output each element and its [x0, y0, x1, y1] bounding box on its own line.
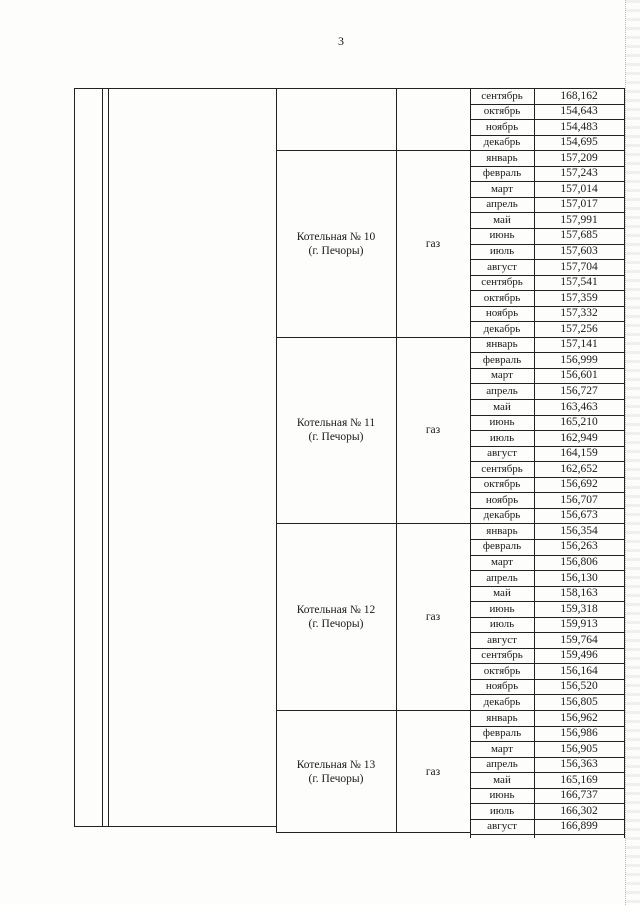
- month-value: 156,354: [560, 524, 598, 537]
- month-value: 162,949: [560, 431, 598, 444]
- month-value: 156,601: [560, 369, 598, 382]
- month-value: 166,737: [560, 789, 598, 802]
- month-value: 154,695: [560, 136, 598, 149]
- month-value: 156,905: [560, 742, 598, 755]
- boiler-city: (г. Печоры): [308, 773, 364, 786]
- month-label: февраль: [482, 540, 522, 553]
- month-label: август: [487, 633, 517, 646]
- month-label: июнь: [489, 229, 515, 242]
- table-border-bottom: [74, 826, 276, 827]
- month-value: 157,685: [560, 229, 598, 242]
- month-label: март: [491, 182, 513, 195]
- month-label: май: [493, 213, 511, 226]
- month-value: 157,991: [560, 213, 598, 226]
- month-label: август: [487, 820, 517, 833]
- month-label: январь: [486, 151, 518, 164]
- month-label: февраль: [482, 727, 522, 740]
- month-label: июнь: [489, 416, 515, 429]
- month-value: 157,017: [560, 198, 598, 211]
- month-value: 154,483: [560, 120, 598, 133]
- month-value: 156,363: [560, 758, 598, 771]
- month-value: 156,962: [560, 711, 598, 724]
- month-value: 157,141: [560, 338, 598, 351]
- page-number: 3: [338, 34, 344, 48]
- month-label: февраль: [482, 167, 522, 180]
- boiler-name: Котельная № 10: [296, 230, 376, 243]
- month-label: апрель: [486, 384, 518, 397]
- month-label: январь: [486, 524, 518, 537]
- month-value: 156,673: [560, 509, 598, 522]
- month-label: ноябрь: [485, 680, 519, 693]
- month-value: 156,727: [560, 384, 598, 397]
- month-label: сентябрь: [481, 462, 523, 475]
- month-value: 156,263: [560, 540, 598, 553]
- month-value: 156,520: [560, 680, 598, 693]
- month-value: 156,707: [560, 493, 598, 506]
- month-label: декабрь: [483, 695, 521, 708]
- month-label: июль: [489, 245, 515, 257]
- month-label: май: [493, 400, 511, 413]
- month-label: июль: [489, 618, 515, 631]
- month-value: 157,256: [560, 322, 598, 335]
- month-value: 159,764: [560, 633, 598, 646]
- fuel-type: газ: [425, 237, 441, 250]
- month-label: июль: [489, 431, 515, 444]
- table-inner-line: [102, 88, 103, 826]
- month-label: апрель: [486, 198, 518, 211]
- table-col-divider: [276, 88, 277, 832]
- month-value: 156,130: [560, 571, 598, 584]
- group-divider: [276, 832, 470, 833]
- month-label: июнь: [489, 789, 515, 802]
- fuel-type: газ: [425, 424, 441, 437]
- month-label: май: [493, 587, 511, 600]
- month-value: 157,704: [560, 260, 598, 273]
- month-value: 168,162: [560, 89, 598, 102]
- month-value: 156,805: [560, 695, 598, 708]
- month-value: 154,643: [560, 105, 598, 118]
- month-value: 166,302: [560, 804, 598, 817]
- month-value: 159,913: [560, 618, 598, 631]
- boiler-city: (г. Печоры): [308, 617, 364, 630]
- month-label: октябрь: [483, 105, 521, 118]
- boiler-name: Котельная № 11: [296, 417, 376, 430]
- table-border-left: [74, 88, 75, 826]
- month-value: 159,496: [560, 649, 598, 662]
- month-value: 157,603: [560, 245, 598, 257]
- month-value: 157,209: [560, 151, 598, 164]
- month-value: 165,210: [560, 416, 598, 429]
- month-label: май: [493, 773, 511, 786]
- month-value: 156,999: [560, 353, 598, 366]
- table-col-divider: [108, 88, 109, 826]
- month-value: 157,541: [560, 276, 598, 289]
- month-value: 159,318: [560, 602, 598, 615]
- month-label: январь: [486, 711, 518, 724]
- month-label: декабрь: [483, 322, 521, 335]
- month-label: январь: [486, 338, 518, 351]
- month-value: 166,899: [560, 820, 598, 833]
- month-value: 156,986: [560, 727, 598, 740]
- month-label: сентябрь: [481, 276, 523, 289]
- month-label: февраль: [482, 353, 522, 366]
- month-label: октябрь: [483, 291, 521, 304]
- boiler-city: (г. Печоры): [308, 244, 364, 257]
- month-label: март: [491, 742, 513, 755]
- month-label: сентябрь: [481, 649, 523, 662]
- month-value: 165,169: [560, 773, 598, 786]
- boiler-name: Котельная № 12: [296, 603, 376, 616]
- month-value: 157,359: [560, 291, 598, 304]
- month-label: ноябрь: [485, 307, 519, 320]
- month-label: март: [491, 369, 513, 382]
- month-value: 163,463: [560, 400, 598, 413]
- fuel-type: газ: [425, 610, 441, 623]
- month-value: 157,014: [560, 182, 598, 195]
- month-value: 156,692: [560, 478, 598, 491]
- month-label: июнь: [489, 602, 515, 615]
- table-border-right: [624, 88, 625, 838]
- row-divider: [470, 834, 624, 835]
- month-label: сентябрь: [481, 89, 523, 102]
- month-label: июль: [489, 804, 515, 817]
- month-value: 156,164: [560, 664, 598, 677]
- boiler-city: (г. Печоры): [308, 431, 364, 444]
- month-value: 162,652: [560, 462, 598, 475]
- month-label: апрель: [486, 571, 518, 584]
- month-label: август: [487, 260, 517, 273]
- month-value: 164,159: [560, 447, 598, 460]
- boiler-name: Котельная № 13: [296, 759, 376, 772]
- month-value: 157,243: [560, 167, 598, 180]
- month-label: апрель: [486, 758, 518, 771]
- month-value: 157,332: [560, 307, 598, 320]
- month-label: ноябрь: [485, 120, 519, 133]
- month-label: ноябрь: [485, 493, 519, 506]
- month-value: 156,806: [560, 556, 598, 568]
- month-label: декабрь: [483, 136, 521, 149]
- fuel-type: газ: [425, 766, 441, 779]
- month-label: декабрь: [483, 509, 521, 522]
- table-col-divider: [396, 88, 397, 832]
- month-value: 158,163: [560, 587, 598, 600]
- month-label: август: [487, 447, 517, 460]
- month-label: октябрь: [483, 664, 521, 677]
- month-label: март: [491, 556, 513, 568]
- month-label: октябрь: [483, 478, 521, 491]
